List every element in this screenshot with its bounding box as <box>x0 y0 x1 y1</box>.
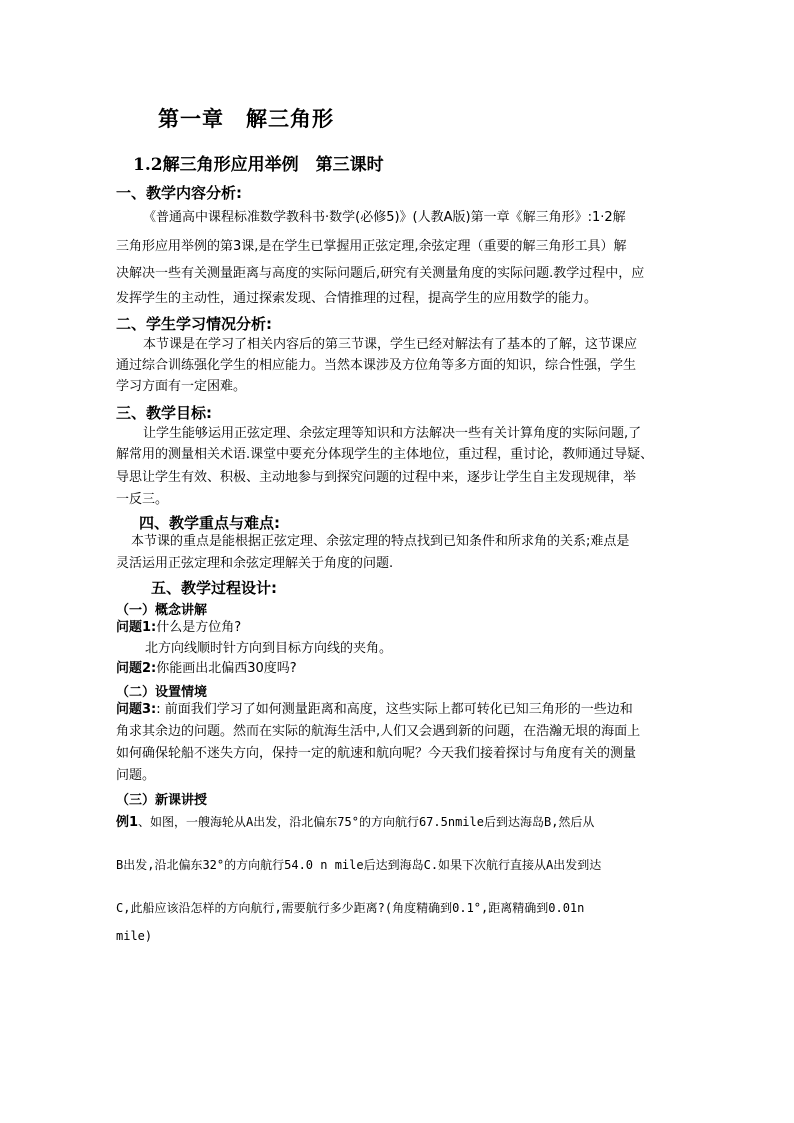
paragraph-line: 导思让学生有效、积极、主动地参与到探究问题的过程中来，逐步让学生自主发现规律，举 <box>116 470 637 485</box>
paragraph-line: 通过综合训练强化学生的相应能力。当然本课涉及方位角等多方面的知识，综合性强，学生 <box>116 358 637 373</box>
paragraph-line: : 前面我们学习了如何测量距离和高度，这些实际上都可转化已知三角形的一些边和 <box>156 702 633 717</box>
section-heading-process: 五、教学过程设计: <box>151 579 277 597</box>
paragraph-line: 让学生能够运用正弦定理、余弦定理等知识和方法解决一些有关计算角度的实际问题,了 <box>143 426 642 441</box>
subheading-concept: （一）概念讲解 <box>116 603 208 618</box>
paragraph-line: mile) <box>116 929 153 943</box>
paragraph-line: 一反三。 <box>116 492 169 507</box>
subheading-new-lesson: （三）新课讲授 <box>116 793 208 808</box>
example-1-line <box>116 815 594 830</box>
paragraph-line: 、如图，一艘海轮从A出发，沿北偏东75°的方向航行67.5nmile后到达海岛B,然后从 <box>138 815 595 829</box>
paragraph-line: 三角形应用举例的第3课,是在学生已掌握用正弦定理,余弦定理（重要的解三角形工具）解 <box>116 239 627 254</box>
paragraph-line: 决解决一些有关测量距离与高度的实际问题后,研究有关测量角度的实际问题.教学过程中，应 <box>116 266 645 281</box>
question-1 <box>116 620 241 635</box>
example-label: 例1 <box>116 815 139 830</box>
paragraph-line: C,此船应该沿怎样的方向航行,需要航行多少距离?(角度精确到0.1°,距离精确到0.01n <box>116 901 585 915</box>
paragraph-line: 灵活运用正弦定理和余弦定理解关于角度的问题. <box>116 556 394 571</box>
paragraph-line: 《普通高中课程标准数学教科书·数学(必修5)》(人教A版)第一章《解三角形》:1·2解 <box>143 210 626 225</box>
lesson-title: 1.2解三角形应用举例 第三课时 <box>133 155 384 175</box>
question-label: 问题3: <box>116 702 157 717</box>
paragraph-line: 发挥学生的主动性，通过探索发现、合情推理的过程，提高学生的应用数学的能力。 <box>116 291 598 306</box>
answer-line: 北方向线顺时针方向到目标方向线的夹角。 <box>145 641 393 656</box>
question-2 <box>116 661 297 676</box>
chapter-title: 第一章 解三角形 <box>158 106 334 131</box>
paragraph-line: 角求其余边的问题。然而在实际的航海生活中,人们又会遇到新的问题，在浩瀚无垠的海面上 <box>116 724 641 739</box>
section-heading-content-analysis: 一、教学内容分析: <box>116 184 242 202</box>
subheading-scenario: （二）设置情境 <box>116 685 208 700</box>
paragraph-line: 解常用的测量相关术语.课堂中要充分体现学生的主体地位，重过程，重讨论，教师通过导疑、 <box>116 447 654 462</box>
question-3 <box>116 702 633 717</box>
question-label: 问题1: <box>116 620 157 635</box>
paragraph-line: B出发,沿北偏东32°的方向航行54.0 n mile后达到海岛C.如果下次航行直接从A出发到达 <box>116 858 602 872</box>
question-text: 什么是方位角? <box>156 620 242 635</box>
section-heading-objectives: 三、教学目标: <box>116 404 212 422</box>
question-text: 你能画出北偏西30度吗? <box>156 661 297 676</box>
section-heading-key-points: 四、教学重点与难点: <box>139 514 280 532</box>
paragraph-line: 本节课的重点是能根据正弦定理、余弦定理的特点找到已知条件和所求角的关系;难点是 <box>131 534 630 549</box>
question-label: 问题2: <box>116 661 157 676</box>
paragraph-line: 学习方面有一定困难。 <box>116 379 247 394</box>
section-heading-student-analysis: 二、学生学习情况分析: <box>116 315 272 333</box>
paragraph-line: 如何确保轮船不迷失方向，保持一定的航速和航向呢？今天我们接着探讨与角度有关的测量 <box>116 746 637 761</box>
paragraph-line: 问题。 <box>116 768 156 783</box>
paragraph-line: 本节课是在学习了相关内容后的第三节课，学生已经对解法有了基本的了解，这节课应 <box>143 337 638 352</box>
